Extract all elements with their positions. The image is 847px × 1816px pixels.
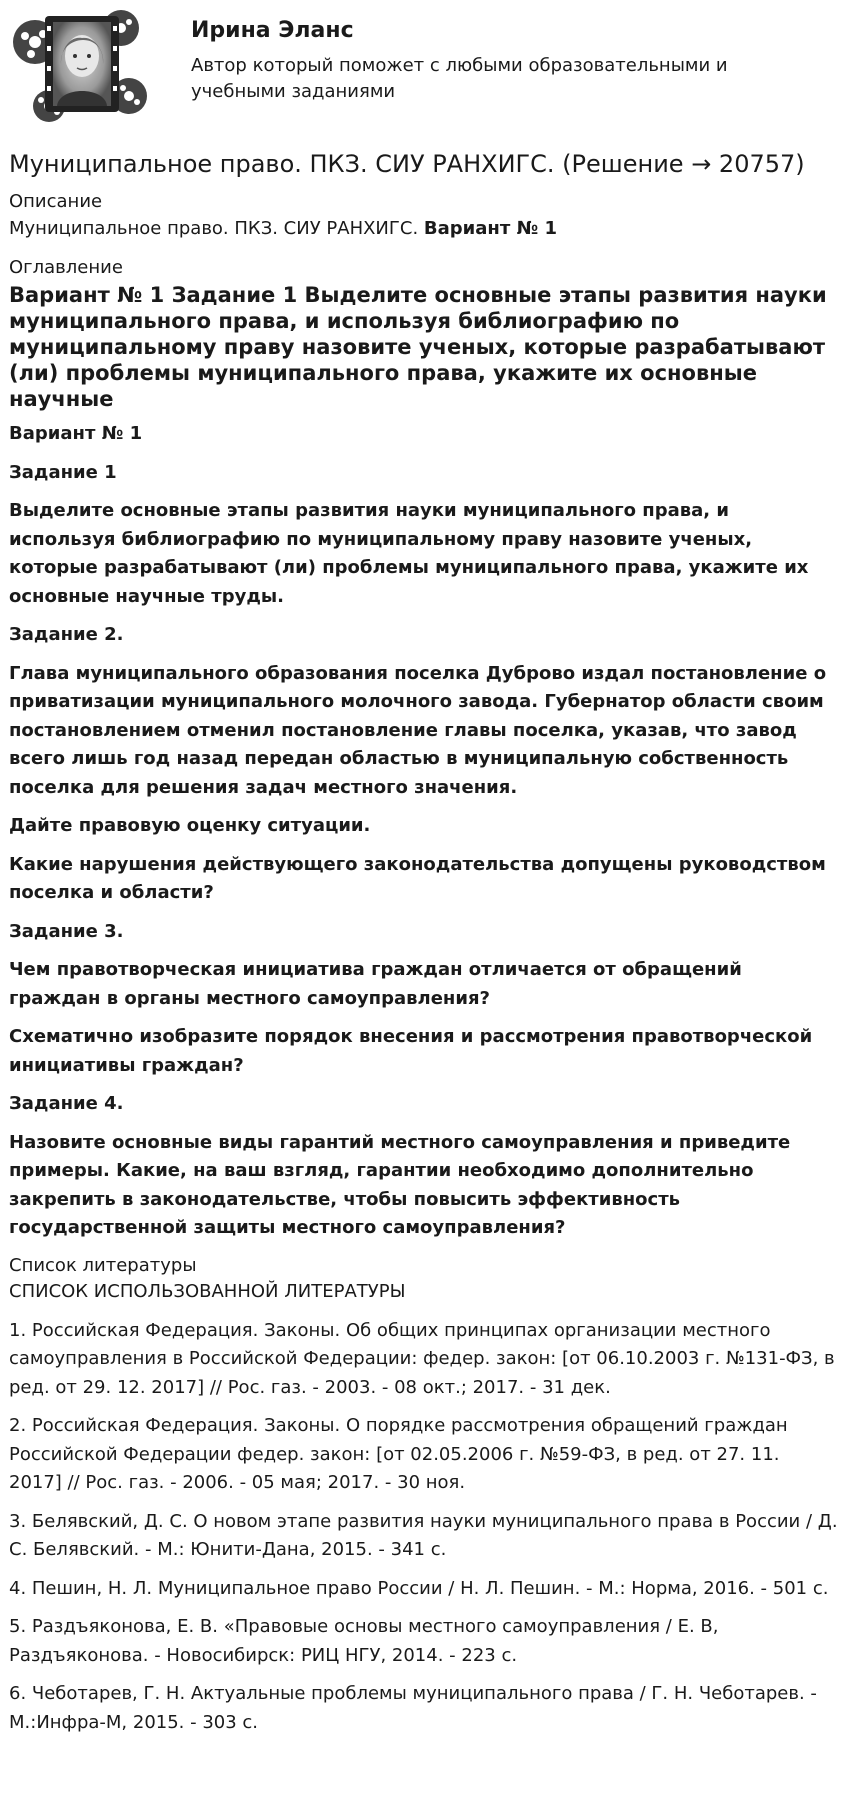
toc-item: Чем правотворческая инициатива граждан отличается от обращений граждан в органы местного самоуправления? [9,959,742,1009]
toc-item: Задание 2. [9,624,124,645]
document-title: Муниципальное право. ПКЗ. СИУ РАНХИГС. (Решение → 20757) [9,150,805,178]
toc-item: Задание 4. [9,1093,124,1114]
toc-label: Оглавление [9,257,123,278]
toc-item: Глава муниципального образования поселка Дуброво издал постановление о приватизации муниципального молочного завода. Губернатор области своим постановлением отменил постановление главы поселка, указав, что завод всего лишь год назад передан областью в муниципальную собственность поселка для решения задач местного значения. [9,662,827,798]
author-avatar[interactable] [9,6,149,126]
author-info [191,6,791,105]
toc-item: Какие нарушения действующего законодательства допущены руководством поселка и области? [9,853,826,903]
toc-item: Вариант № 1 [9,423,143,444]
description-plain: Муниципальное право. ПКЗ. СИУ РАНХИГС. [9,218,419,239]
literature-items [9,1317,838,1738]
literature-heading: СПИСОК ИСПОЛЬЗОВАННОЙ ЛИТЕРАТУРЫ [9,1280,406,1302]
description-text [9,216,838,242]
literature-item: 2. Российская Федерация. Законы. О порядке рассмотрения обращений граждан Российской Федерации федер. закон: [от 02.05.2006 г. №59-ФЗ, в ред. от 27. 11. 2017] // Рос. газ. - 2006. - 05 мая; 2017. - 30 ноя. [9,1415,788,1493]
toc-item: Схематично изобразите порядок внесения и рассмотрения правотворческой инициативы граждан? [9,1026,813,1076]
author-description: Автор который поможет с любыми образовательными и учебными заданиями [191,55,728,102]
description-bold: Вариант № 1 [423,218,557,239]
toc-items [9,420,838,1243]
toc-item: Дайте правовую оценку ситуации. [9,815,371,836]
literature-label: Список литературы [9,1254,197,1276]
literature-item: 1. Российская Федерация. Законы. Об общих принципах организации местного самоуправления в Российской Федерации: федер. закон: [от 06.10.2003 г. №131-ФЗ, в ред. от 29. 12. 2017] // Рос. газ. - 2003. - 08 окт.; 2017. - 31 дек. [9,1319,835,1398]
author-card [9,6,838,128]
literature-item: 3. Белявский, Д. С. О новом этапе развития науки муниципального права в России / Д. С. Белявский. - М.: Юнити-Дана, 2015. - 341 с. [9,1510,838,1560]
toc-item: Выделите основные этапы развития науки муниципального права, и используя библиографию по муниципальному праву назовите ученых, которые разрабатывают (ли) проблемы муниципального права, укажите их основные научные труды. [9,500,809,607]
film-reel-avatar-icon [9,6,149,126]
toc-item: Назовите основные виды гарантий местного самоуправления и приведите примеры. Какие, на ваш взгляд, гарантии необходимо дополнительно закрепить в законодательстве, чтобы повысить эффективность государственной защиты местного самоуправления? [9,1131,791,1238]
author-name[interactable]: Ирина Эланс [191,18,354,43]
toc-heading: Вариант № 1 Задание 1 Выделите основные этапы развития науки муниципального права, и используя библиографию по муниципальному праву назовите ученых, которые разрабатывают (ли) проблемы муниципального права, укажите их основные научные [9,283,827,411]
literature-item: 6. Чеботарев, Г. Н. Актуальные проблемы муниципального права / Г. Н. Чеботарев. - М.:Инфра-М, 2015. - 303 с. [9,1683,817,1733]
toc-item: Задание 3. [9,920,124,942]
description-label: Описание [9,191,103,212]
literature-item: 5. Раздъяконова, Е. В. «Правовые основы местного самоуправления / Е. В, Раздъяконова. - Новосибирск: РИЦ НГУ, 2014. - 223 с. [9,1616,719,1666]
toc-item: Задание 1 [9,461,117,483]
literature-item: 4. Пешин, Н. Л. Муниципальное право России / Н. Л. Пешин. - М.: Норма, 2016. - 501 с. [9,1577,829,1599]
